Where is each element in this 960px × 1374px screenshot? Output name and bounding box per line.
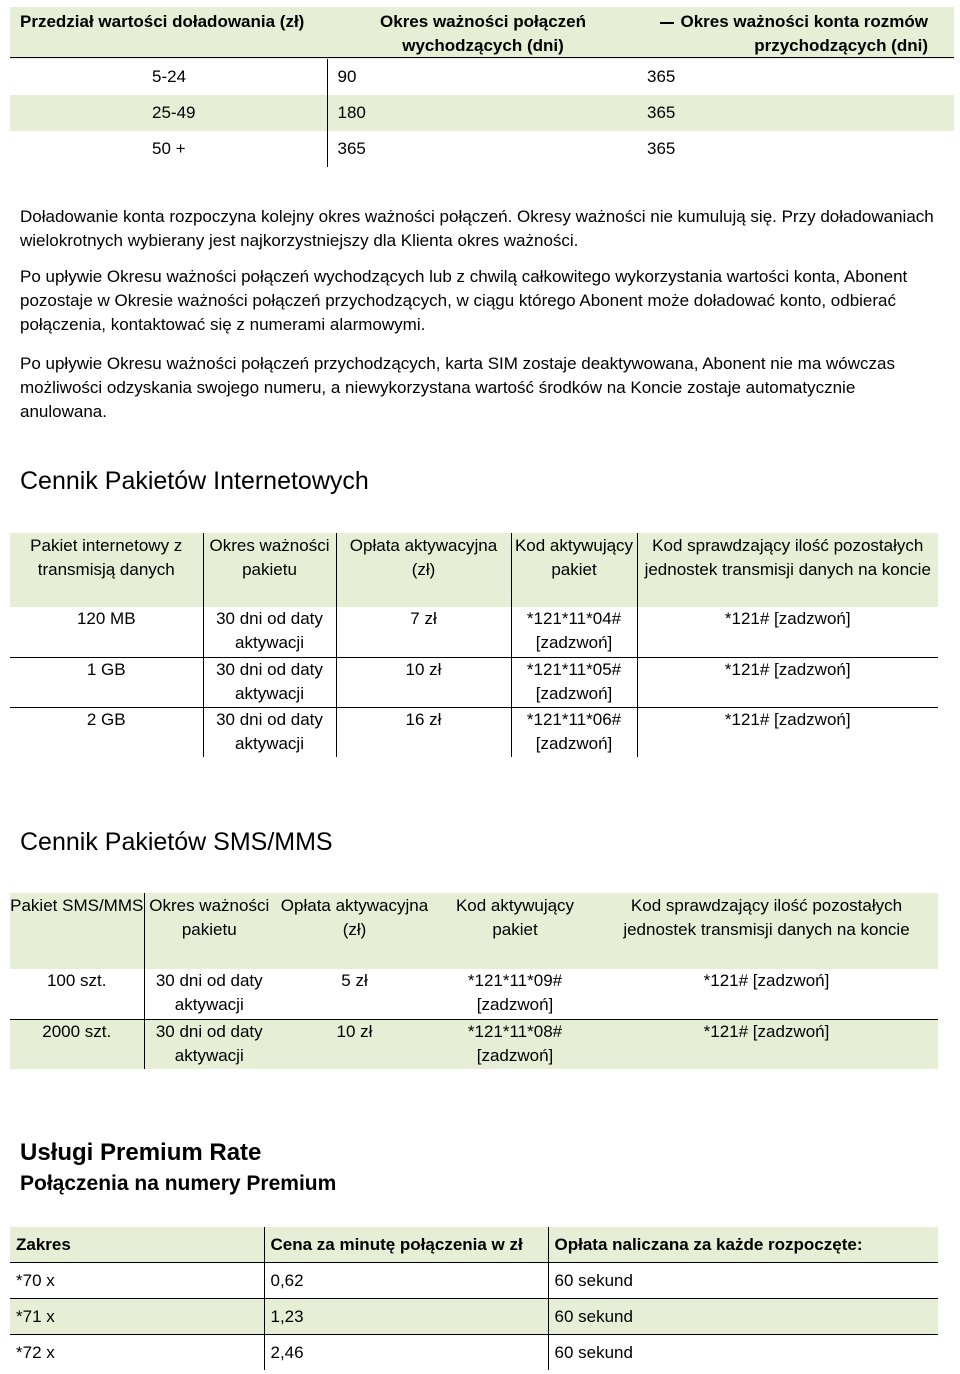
table-row bbox=[10, 969, 938, 1019]
table-cell: 10 zł bbox=[336, 657, 511, 707]
table-cell: 1 GB bbox=[10, 657, 203, 707]
table-row bbox=[10, 657, 938, 707]
table-cell: 5 zł bbox=[274, 969, 435, 1019]
header-cell: Okres ważności pakietu bbox=[203, 533, 336, 607]
paragraph: Doładowanie konta rozpoczyna kolejny okres ważności połączeń. Okresy ważności nie kumulują się. Przy doładowaniach wielokrotnych wybierany jest najkorzystniejszy dla Klienta okres ważności. bbox=[20, 207, 934, 250]
table-cell: *121# [zadzwoń] bbox=[703, 1021, 830, 1041]
table-cell: 50 + bbox=[152, 139, 186, 158]
section-title-sms: Cennik Pakietów SMS/MMS bbox=[20, 828, 333, 856]
table-cell: 30 dni od daty aktywacji bbox=[203, 707, 336, 757]
table-cell: *121*11*06# [zadzwoń] bbox=[511, 707, 637, 757]
table-header-row bbox=[10, 533, 938, 607]
table-cell: *121*11*08# [zadzwoń] bbox=[467, 1021, 563, 1065]
header-cell: Kod sprawdzający ilość pozostałych jednostek transmisji danych na koncie bbox=[623, 896, 910, 939]
table-cell: 100 szt. bbox=[10, 969, 144, 1019]
header-cell: Opłata aktywacyjna (zł) bbox=[280, 896, 429, 939]
table-row bbox=[10, 59, 954, 95]
header-cell: Okres ważności połączeń wychodzących (dni) bbox=[380, 12, 586, 55]
table-cell: *71 x bbox=[10, 1299, 264, 1335]
table-cell: 30 dni od daty aktywacji bbox=[144, 969, 274, 1019]
table-cell: 180 bbox=[327, 95, 639, 131]
table-cell: *121# [zadzwoń] bbox=[637, 657, 938, 707]
header-cell: Kod aktywujący pakiet bbox=[511, 533, 637, 607]
table-cell: 0,62 bbox=[264, 1263, 548, 1299]
table-cell: 365 bbox=[327, 131, 639, 167]
dash-mark bbox=[660, 22, 674, 24]
table-row bbox=[10, 1263, 938, 1299]
table-cell: 120 MB bbox=[10, 607, 203, 657]
table-cell: *121# [zadzwoń] bbox=[637, 707, 938, 757]
header-cell: Cena za minutę połączenia w zł bbox=[264, 1227, 548, 1263]
table-cell: 2,46 bbox=[264, 1335, 548, 1371]
table-row bbox=[10, 607, 938, 657]
header-cell: Opłata naliczana za każde rozpoczęte: bbox=[548, 1227, 938, 1263]
paragraph: Po upływie Okresu ważności połączeń przychodzących, karta SIM zostaje deaktywowana, Abonent nie ma wówczas możliwości odzyskania swojego numeru, a niewykorzystana wartość środków na Koncie zostaje automatycznie anulowana. bbox=[20, 354, 895, 421]
header-cell: Opłata aktywacyjna (zł) bbox=[336, 533, 511, 607]
header-cell: Okres ważności pakietu bbox=[144, 893, 274, 969]
table-cell: 5-24 bbox=[152, 67, 187, 86]
header-cell: Przedział wartości doładowania (zł) bbox=[20, 12, 305, 31]
table-header-row bbox=[10, 893, 938, 969]
table-cell: *121# [zadzwoń] bbox=[595, 969, 938, 1019]
table-row bbox=[10, 1299, 938, 1335]
table-row bbox=[10, 1019, 938, 1069]
table-cell: 7 zł bbox=[336, 607, 511, 657]
table-cell: *121*11*04# [zadzwoń] bbox=[511, 607, 637, 657]
table-cell: 60 sekund bbox=[548, 1263, 938, 1299]
header-cell bbox=[639, 7, 954, 59]
table-header-row bbox=[10, 1227, 938, 1263]
table-cell: 365 bbox=[647, 103, 676, 122]
table-cell: 30 dni od daty aktywacji bbox=[203, 607, 336, 657]
table-cell: *121*11*05# [zadzwoń] bbox=[511, 657, 637, 707]
table-cell: *121*11*09# [zadzwoń] bbox=[435, 969, 595, 1019]
table-cell: *70 x bbox=[10, 1263, 264, 1299]
header-cell: Kod aktywujący pakiet bbox=[455, 896, 575, 939]
table-cell: 30 dni od daty aktywacji bbox=[203, 657, 336, 707]
table-cell: 25-49 bbox=[152, 103, 196, 122]
table-cell: *72 x bbox=[16, 1343, 55, 1362]
table-row bbox=[10, 1335, 938, 1371]
sms-packages-table bbox=[10, 893, 938, 1069]
section-title-premium: Usługi Premium Rate bbox=[20, 1139, 262, 1166]
table-cell: 90 bbox=[327, 59, 639, 95]
premium-rates-table bbox=[10, 1227, 938, 1370]
header-cell: Zakres bbox=[10, 1227, 264, 1263]
header-cell-text: Okres ważności konta rozmów przychodzących (dni) bbox=[680, 12, 928, 55]
header-cell: Kod sprawdzający ilość pozostałych jednostek transmisji danych na koncie bbox=[637, 533, 938, 607]
internet-packages-table bbox=[10, 533, 938, 757]
table-cell: 365 bbox=[647, 139, 676, 158]
table-cell: 2 GB bbox=[86, 709, 126, 729]
table-cell: *121# [zadzwoń] bbox=[637, 607, 938, 657]
table-cell: 60 sekund bbox=[548, 1335, 938, 1371]
header-cell: Pakiet SMS/MMS bbox=[10, 896, 144, 915]
table-header-row bbox=[10, 7, 954, 59]
table-cell: 2000 szt. bbox=[42, 1021, 112, 1041]
divider bbox=[10, 57, 954, 58]
section-title-internet: Cennik Pakietów Internetowych bbox=[20, 467, 369, 495]
table-cell: 10 zł bbox=[336, 1021, 373, 1041]
paragraph: Po upływie Okresu ważności połączeń wychodzących lub z chwilą całkowitego wykorzystania wartości konta, Abonent pozostaje w Okresie ważności połączeń przychodzących, w ciągu którego Abonent może doładować konto, odbierać połączenia, kontaktować się z numerami alarmowymi. bbox=[20, 267, 908, 334]
table-row bbox=[10, 707, 938, 757]
table-cell: 365 bbox=[647, 67, 676, 86]
section-subtitle-premium: Połączenia na numery Premium bbox=[20, 1172, 337, 1195]
table-cell: 30 dni od daty aktywacji bbox=[144, 1019, 274, 1069]
table-cell: 16 zł bbox=[336, 707, 511, 757]
table-row bbox=[10, 131, 954, 167]
table-row bbox=[10, 95, 954, 131]
topup-validity-table bbox=[10, 7, 954, 167]
table-cell: 60 sekund bbox=[548, 1299, 938, 1335]
table-cell: 1,23 bbox=[264, 1299, 548, 1335]
header-cell: Pakiet internetowy z transmisją danych bbox=[30, 536, 183, 579]
